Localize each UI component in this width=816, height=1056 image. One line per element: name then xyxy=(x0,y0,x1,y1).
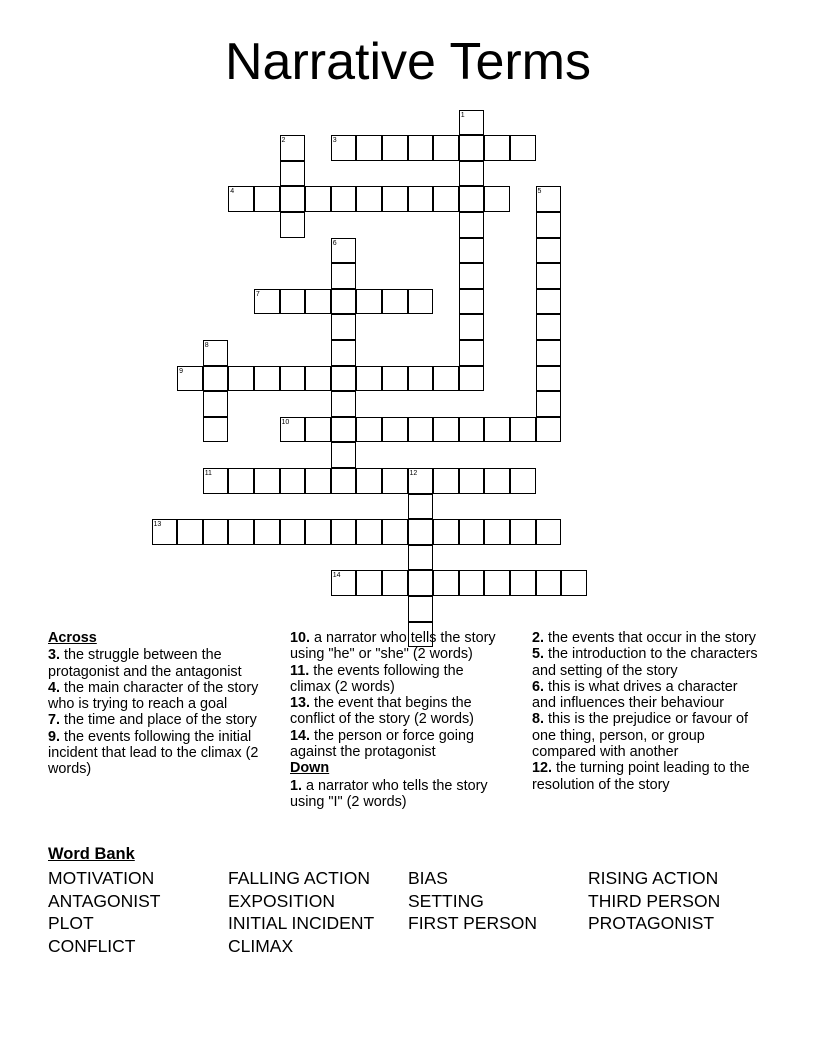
grid-cell[interactable] xyxy=(382,417,408,443)
grid-cell[interactable] xyxy=(536,417,562,443)
grid-cell[interactable] xyxy=(408,596,434,622)
grid-cell[interactable] xyxy=(459,135,485,161)
grid-cell[interactable] xyxy=(280,519,306,545)
clue-text: the events that occur in the story xyxy=(548,630,756,646)
grid-cell[interactable] xyxy=(305,519,331,545)
cell-number: 5 xyxy=(537,188,542,196)
grid-cell[interactable] xyxy=(459,289,485,315)
grid-cell[interactable] xyxy=(536,212,562,238)
clue-down-8 xyxy=(532,711,758,760)
grid-cell[interactable] xyxy=(280,135,306,161)
grid-cell[interactable] xyxy=(408,417,434,443)
grid-cell[interactable] xyxy=(254,519,280,545)
word-bank-item: FIRST PERSON xyxy=(408,913,538,933)
clue-number: 1. xyxy=(290,777,303,794)
grid-cell[interactable] xyxy=(484,570,510,596)
grid-cell[interactable] xyxy=(228,468,254,494)
cell-number: 11 xyxy=(204,469,212,477)
grid-cell[interactable] xyxy=(382,366,408,392)
grid-cell[interactable] xyxy=(331,366,357,392)
grid-cell[interactable] xyxy=(561,570,587,596)
clue-number: 12. xyxy=(532,760,553,777)
clue-text: the time and place of the story xyxy=(64,712,257,729)
clue-down-5 xyxy=(532,646,758,679)
grid-cell[interactable] xyxy=(280,289,306,315)
word-bank-item: ANTAGONIST xyxy=(48,890,161,911)
grid-cell[interactable] xyxy=(331,135,357,161)
grid-cell[interactable] xyxy=(433,570,459,596)
grid-cell[interactable] xyxy=(484,186,510,212)
grid-cell[interactable] xyxy=(536,366,562,392)
grid-cell[interactable] xyxy=(433,468,459,494)
clue-number: 10. xyxy=(290,630,311,646)
word-bank-item: MOTIVATION xyxy=(48,868,155,888)
grid-cell[interactable] xyxy=(228,366,254,392)
grid-cell[interactable] xyxy=(510,570,536,596)
clue-text: this is the prejudice or favour of one thing, person, or group compared with another xyxy=(532,711,748,761)
grid-cell[interactable] xyxy=(536,238,562,264)
grid-cell[interactable] xyxy=(408,186,434,212)
clues-column-3 xyxy=(532,630,758,835)
clue-down-12 xyxy=(532,760,758,793)
grid-cell[interactable] xyxy=(356,570,382,596)
grid-cell[interactable] xyxy=(331,468,357,494)
clue-number: 8. xyxy=(532,711,545,728)
grid-cell[interactable] xyxy=(382,468,408,494)
grid-cell[interactable] xyxy=(484,519,510,545)
grid-cell[interactable] xyxy=(331,263,357,289)
grid-cell[interactable] xyxy=(536,186,562,212)
grid-cell[interactable] xyxy=(254,186,280,212)
clue-number: 4. xyxy=(48,679,61,696)
grid-cell[interactable] xyxy=(536,289,562,315)
clue-number: 14. xyxy=(290,727,311,744)
grid-cell[interactable] xyxy=(356,135,382,161)
across-heading: Across xyxy=(48,630,97,646)
word-bank-item: EXPOSITION xyxy=(228,890,335,911)
grid-cell[interactable] xyxy=(331,238,357,264)
grid-cell[interactable] xyxy=(356,417,382,443)
grid-cell[interactable] xyxy=(331,314,357,340)
grid-cell[interactable] xyxy=(459,519,485,545)
clue-number: 5. xyxy=(532,646,545,663)
grid-cell[interactable] xyxy=(331,417,357,443)
grid-cell[interactable] xyxy=(280,186,306,212)
clue-text: the person or force going against the protagonist xyxy=(290,727,475,761)
grid-cell[interactable] xyxy=(459,340,485,366)
grid-cell[interactable] xyxy=(331,186,357,212)
grid-cell[interactable] xyxy=(459,417,485,443)
grid-cell[interactable] xyxy=(459,468,485,494)
grid-cell[interactable] xyxy=(356,468,382,494)
grid-cell[interactable] xyxy=(433,417,459,443)
word-bank-item: BIAS xyxy=(408,868,448,888)
grid-cell[interactable] xyxy=(459,314,485,340)
grid-cell[interactable] xyxy=(408,135,434,161)
down-heading: Down xyxy=(290,760,330,777)
grid-cell[interactable] xyxy=(305,366,331,392)
grid-cell[interactable] xyxy=(203,519,229,545)
grid-cell[interactable] xyxy=(331,391,357,417)
clue-number: 11. xyxy=(290,662,310,679)
clue-across-7 xyxy=(48,712,276,728)
cell-number: 13 xyxy=(153,521,162,529)
clue-across-3 xyxy=(48,647,276,680)
grid-cell[interactable] xyxy=(356,519,382,545)
grid-cell[interactable] xyxy=(536,519,562,545)
grid-cell[interactable] xyxy=(536,340,562,366)
grid-cell[interactable] xyxy=(408,468,434,494)
grid-cell[interactable] xyxy=(177,519,203,545)
grid-cell[interactable] xyxy=(305,289,331,315)
cell-number: 8 xyxy=(204,341,209,349)
clue-down-1 xyxy=(290,778,502,811)
grid-cell[interactable] xyxy=(203,417,229,443)
grid-cell[interactable] xyxy=(459,186,485,212)
grid-cell[interactable] xyxy=(459,366,485,392)
grid-cell[interactable] xyxy=(459,161,485,187)
grid-cell[interactable] xyxy=(305,417,331,443)
clue-text: the events following the climax (2 words) xyxy=(290,662,464,695)
grid-cell[interactable] xyxy=(331,340,357,366)
grid-cell[interactable] xyxy=(484,468,510,494)
clue-number: 3. xyxy=(48,647,61,664)
grid-cell[interactable] xyxy=(228,186,254,212)
grid-cell[interactable] xyxy=(203,391,229,417)
grid-cell[interactable] xyxy=(203,468,229,494)
grid-cell[interactable] xyxy=(382,135,408,161)
grid-cell[interactable] xyxy=(510,417,536,443)
word-bank-item: RISING ACTION xyxy=(588,868,719,888)
cell-number: 4 xyxy=(230,188,235,196)
clue-across-13 xyxy=(290,695,502,728)
clue-text: the events following the initial incident that lead to the climax (2 words) xyxy=(48,728,259,778)
clue-text: the main character of the story who is trying to reach a goal xyxy=(48,679,259,713)
cell-number: 2 xyxy=(281,137,286,145)
word-bank-item: PLOT xyxy=(48,913,94,933)
clue-across-4 xyxy=(48,680,276,713)
grid-cell[interactable] xyxy=(382,519,408,545)
clues-column-2 xyxy=(290,630,502,810)
grid-cell[interactable] xyxy=(280,161,306,187)
cell-number: 9 xyxy=(179,367,183,375)
grid-cell[interactable] xyxy=(408,289,434,315)
cell-number: 10 xyxy=(281,418,290,426)
clue-text: a narrator who tells the story using "I" (2 words) xyxy=(290,777,488,810)
word-bank-item: FALLING ACTION xyxy=(228,868,370,888)
grid-cell[interactable] xyxy=(331,442,357,468)
cell-number: 3 xyxy=(332,137,337,145)
clue-down-2 xyxy=(532,630,758,646)
clue-down-6 xyxy=(532,679,758,712)
grid-cell[interactable] xyxy=(356,366,382,392)
cell-number: 1 xyxy=(460,111,465,119)
clues-column-1 xyxy=(48,630,276,778)
grid-cell[interactable] xyxy=(536,314,562,340)
grid-cell[interactable] xyxy=(484,417,510,443)
grid-cell[interactable] xyxy=(408,494,434,520)
grid-cell[interactable] xyxy=(254,289,280,315)
grid-cell[interactable] xyxy=(536,391,562,417)
grid-cell[interactable] xyxy=(510,468,536,494)
clue-text: the turning point leading to the resolution of the story xyxy=(532,760,750,793)
clue-across-14 xyxy=(290,728,502,761)
clue-number: 6. xyxy=(532,678,545,695)
grid-cell[interactable] xyxy=(331,289,357,315)
grid-cell[interactable] xyxy=(280,366,306,392)
clue-number: 13. xyxy=(290,695,311,712)
word-bank-item: SETTING xyxy=(408,890,484,911)
grid-cell[interactable] xyxy=(203,340,229,366)
clue-text: the introduction to the characters and setting of the story xyxy=(532,646,758,679)
word-bank-item: INITIAL INCIDENT xyxy=(228,913,375,933)
grid-cell[interactable] xyxy=(484,135,510,161)
clue-across-10 xyxy=(290,630,502,663)
grid-cell[interactable] xyxy=(254,468,280,494)
grid-cell[interactable] xyxy=(459,263,485,289)
grid-cell[interactable] xyxy=(459,570,485,596)
grid-cell[interactable] xyxy=(305,186,331,212)
grid-cell[interactable] xyxy=(203,366,229,392)
grid-cell[interactable] xyxy=(459,238,485,264)
grid-cell[interactable] xyxy=(510,135,536,161)
grid-cell[interactable] xyxy=(433,135,459,161)
cell-number: 7 xyxy=(255,290,260,298)
puzzle-title: Narrative Terms xyxy=(224,33,591,91)
clue-number: 9. xyxy=(48,728,61,745)
grid-cell[interactable] xyxy=(356,186,382,212)
word-bank-item: PROTAGONIST xyxy=(588,913,715,933)
grid-cell[interactable] xyxy=(433,366,459,392)
grid-cell[interactable] xyxy=(433,186,459,212)
grid-cell[interactable] xyxy=(331,519,357,545)
clue-across-9 xyxy=(48,729,276,778)
clue-text: the event that begins the conflict of the story (2 words) xyxy=(290,695,474,728)
grid-cell[interactable] xyxy=(408,366,434,392)
grid-cell[interactable] xyxy=(228,519,254,545)
word-bank-item: CLIMAX xyxy=(228,935,294,956)
grid-cell[interactable] xyxy=(152,519,178,545)
word-bank-item: THIRD PERSON xyxy=(588,890,721,911)
grid-cell[interactable] xyxy=(382,289,408,315)
clue-text: the struggle between the protagonist and the antagonist xyxy=(48,647,242,680)
grid-cell[interactable] xyxy=(433,519,459,545)
clue-text: this is what drives a character and influences their behaviour xyxy=(532,678,738,712)
grid-cell[interactable] xyxy=(459,212,485,238)
grid-cell[interactable] xyxy=(408,545,434,571)
grid-cell[interactable] xyxy=(382,186,408,212)
grid-cell[interactable] xyxy=(280,417,306,443)
clue-across-11 xyxy=(290,663,502,696)
grid-cell[interactable] xyxy=(254,366,280,392)
grid-cell[interactable] xyxy=(510,519,536,545)
grid-cell[interactable] xyxy=(536,263,562,289)
word-bank-item: CONFLICT xyxy=(48,935,136,956)
grid-cell[interactable] xyxy=(382,570,408,596)
grid-cell[interactable] xyxy=(408,519,434,545)
grid-cell[interactable] xyxy=(331,570,357,596)
clue-text: a narrator who tells the story using "he" or "she" (2 words) xyxy=(290,630,496,663)
cell-number: 12 xyxy=(409,469,418,477)
cell-number: 14 xyxy=(332,572,341,580)
clue-number: 7. xyxy=(48,712,61,729)
grid-cell[interactable] xyxy=(536,570,562,596)
grid-cell[interactable] xyxy=(459,110,485,136)
clue-number: 2. xyxy=(532,630,545,646)
cell-number: 6 xyxy=(332,239,337,247)
grid-cell[interactable] xyxy=(280,212,306,238)
word-bank-title: Word Bank xyxy=(48,845,135,863)
grid-cell[interactable] xyxy=(177,366,203,392)
grid-cell[interactable] xyxy=(305,468,331,494)
grid-cell[interactable] xyxy=(408,570,434,596)
grid-cell[interactable] xyxy=(280,468,306,494)
grid-cell[interactable] xyxy=(356,289,382,315)
